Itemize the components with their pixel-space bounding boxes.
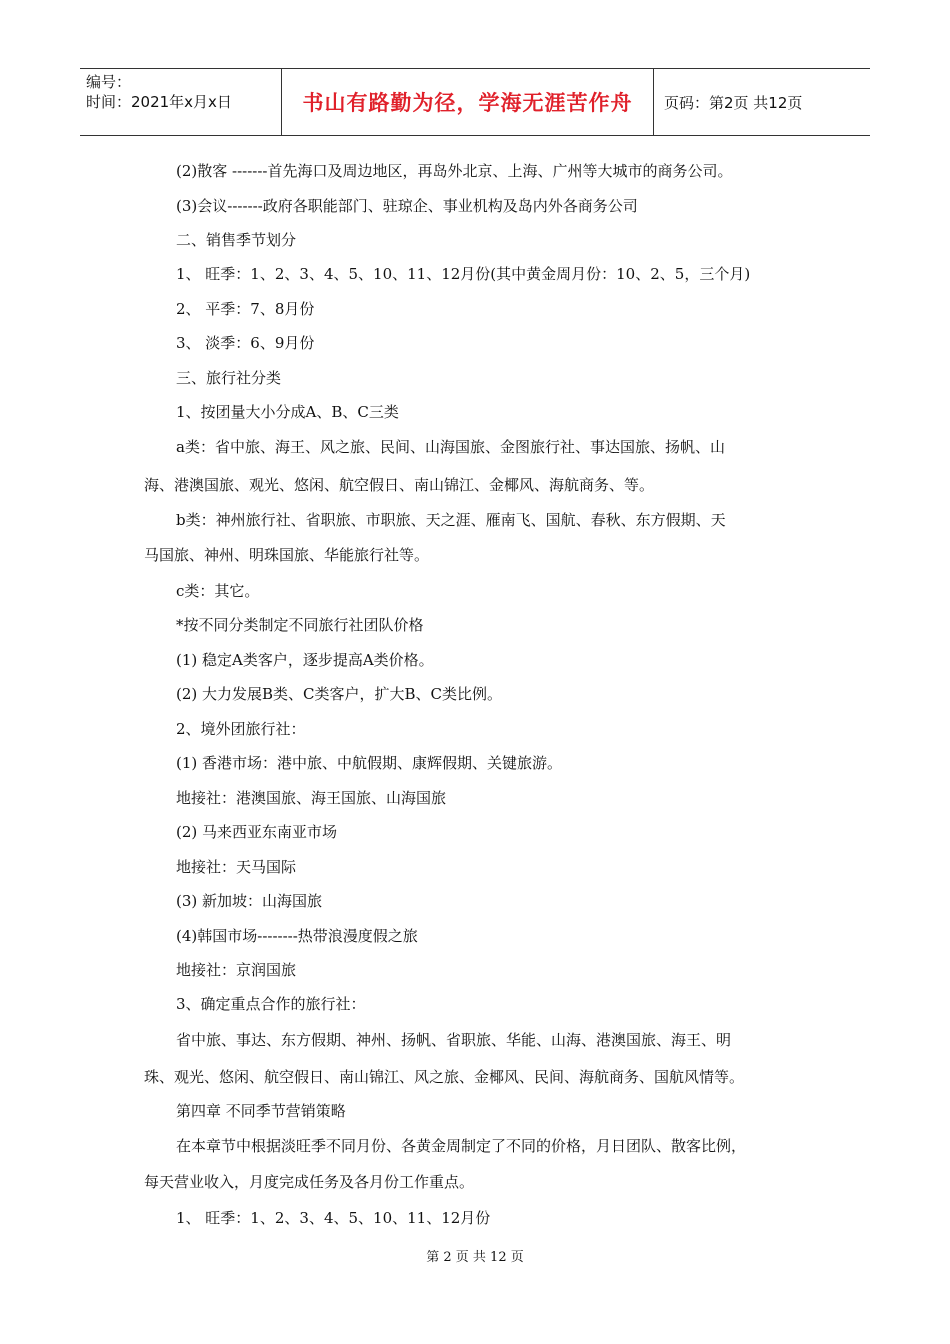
body-line: 海、港澳国旅、观光、悠闲、航空假日、南山锦江、金椰风、海航商务、等。 <box>144 476 655 494</box>
chapter-heading: 第四章 不同季节营销策略 <box>176 1102 346 1120</box>
page-info: 页码：第2页 共12页 <box>664 93 803 112</box>
body-line: 2、境外团旅行社： <box>176 720 306 738</box>
body-line: 3、确定重点合作的旅行社： <box>176 995 366 1013</box>
body-line: (3) 新加坡：山海国旅 <box>176 892 323 910</box>
body-line: *按不同分类制定不同旅行社团队价格 <box>176 616 424 634</box>
body-line: (3)会议-------政府各职能部门、驻琼企、事业机构及岛内外各商务公司 <box>176 197 638 215</box>
header-motto-cell <box>282 69 654 135</box>
page-footer: 第 2 页 共 12 页 <box>426 1250 524 1265</box>
body-line: 2、 平季：7、8月份 <box>176 300 315 318</box>
body-line: 1、 旺季：1、2、3、4、5、10、11、12月份 <box>176 1209 491 1227</box>
body-line: 1、按团量大小分成A、B、C三类 <box>176 403 399 421</box>
body-line: 在本章节中根据淡旺季不同月份、各黄金周制定了不同的价格，月日团队、散客比例， <box>176 1137 747 1155</box>
body-line: 地接社：天马国际 <box>176 858 297 876</box>
header-page-info-cell <box>654 69 870 135</box>
time-label: 时间：2021年x月x日 <box>86 93 232 111</box>
body-line: b类：神州旅行社、省职旅、市职旅、天之涯、雁南飞、国航、春秋、东方假期、天 <box>176 511 726 529</box>
body-line: (2)散客 -------首先海口及周边地区，再岛外北京、上海、广州等大城市的商务公司。 <box>176 162 733 180</box>
body-line: 3、 淡季：6、9月份 <box>176 334 315 352</box>
body-line: 地接社：港澳国旅、海王国旅、山海国旅 <box>176 789 447 807</box>
body-line: (2) 马来西亚东南亚市场 <box>176 823 338 841</box>
body-line: 每天营业收入，月度完成任务及各月份工作重点。 <box>144 1173 475 1191</box>
number-label: 编号： <box>86 73 132 91</box>
body-line: 省中旅、事达、东方假期、神州、扬帆、省职旅、华能、山海、港澳国旅、海王、明 <box>176 1031 732 1049</box>
body-line: c类：其它。 <box>176 582 260 600</box>
header-meta <box>80 69 282 135</box>
body-line: 地接社：京润国旅 <box>176 961 297 979</box>
body-line: 珠、观光、悠闲、航空假日、南山锦江、风之旅、金椰风、民间、海航商务、国航风情等。 <box>144 1068 745 1086</box>
body-line: 三、旅行社分类 <box>176 369 282 387</box>
body-line: (1) 稳定A类客户，逐步提高A类价格。 <box>176 651 434 669</box>
body-line: (1) 香港市场：港中旅、中航假期、康辉假期、关键旅游。 <box>176 754 563 772</box>
body-line: (2) 大力发展B类、C类客户，扩大B、C类比例。 <box>176 685 503 703</box>
body-line: 1、 旺季：1、2、3、4、5、10、11、12月份(其中黄金周月份：10、2、5，三个月) <box>176 265 751 283</box>
motto: 书山有路勤为径，学海无涯苦作舟 <box>302 91 633 115</box>
body-line: a类：省中旅、海王、风之旅、民间、山海国旅、金图旅行社、事达国旅、扬帆、山 <box>176 438 725 456</box>
body-line: (4)韩国市场--------热带浪漫度假之旅 <box>176 927 418 945</box>
body-line: 二、销售季节划分 <box>176 231 297 249</box>
body-line: 马国旅、神州、明珠国旅、华能旅行社等。 <box>144 546 430 564</box>
page-header <box>80 68 870 136</box>
